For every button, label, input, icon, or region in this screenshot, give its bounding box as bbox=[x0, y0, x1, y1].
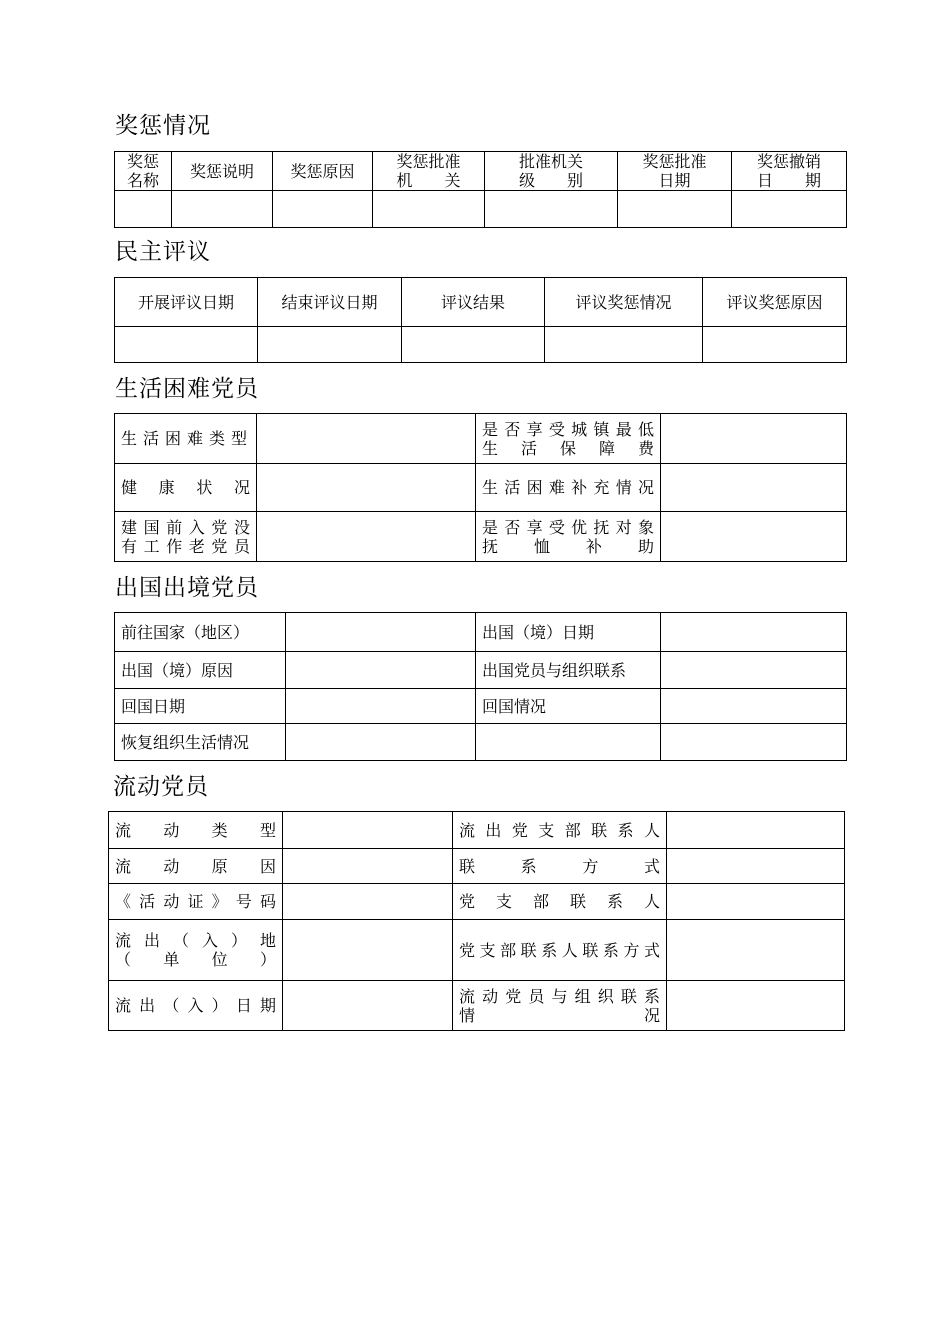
section-title-mobile: 流动党员 bbox=[113, 774, 209, 800]
field-label: 流动原因 bbox=[109, 849, 283, 884]
input-cell[interactable] bbox=[661, 512, 847, 562]
input-cell[interactable] bbox=[732, 191, 847, 228]
input-cell[interactable] bbox=[661, 724, 847, 761]
header-cell: 评议结果 bbox=[402, 278, 545, 327]
table-row bbox=[115, 724, 847, 761]
section-title-hardship: 生活困难党员 bbox=[115, 376, 259, 402]
table-row bbox=[109, 884, 845, 920]
field-label: 恢复组织生活情况 bbox=[115, 724, 286, 761]
input-cell[interactable] bbox=[258, 327, 402, 363]
field-label: 回国情况 bbox=[476, 689, 661, 724]
input-cell[interactable] bbox=[661, 613, 847, 652]
input-cell[interactable] bbox=[286, 724, 476, 761]
input-cell[interactable] bbox=[667, 812, 845, 849]
field-label: 党支部联系人联系方式 bbox=[453, 920, 667, 981]
section-title-rewards: 奖惩情况 bbox=[115, 113, 211, 139]
table-row bbox=[109, 849, 845, 884]
table-row bbox=[115, 191, 847, 228]
table-row bbox=[115, 464, 847, 512]
input-cell[interactable] bbox=[286, 689, 476, 724]
field-label: 建国前入党没 有工作老党员 bbox=[115, 512, 257, 562]
header-cell: 评议奖惩原因 bbox=[703, 278, 847, 327]
input-cell[interactable] bbox=[703, 327, 847, 363]
table-row bbox=[115, 613, 847, 652]
input-cell[interactable] bbox=[172, 191, 273, 228]
abroad-table bbox=[114, 612, 847, 761]
header-cell: 开展评议日期 bbox=[115, 278, 258, 327]
header-cell: 奖惩说明 bbox=[172, 152, 273, 191]
table-header-row bbox=[115, 152, 847, 191]
input-cell[interactable] bbox=[667, 920, 845, 981]
input-cell[interactable] bbox=[257, 414, 476, 464]
field-label: 健康状况 bbox=[115, 464, 257, 512]
table-row bbox=[115, 512, 847, 562]
field-label: 生活困难类型 bbox=[115, 414, 257, 464]
field-label: 出国（境）日期 bbox=[476, 613, 661, 652]
input-cell[interactable] bbox=[667, 981, 845, 1031]
field-label: 出国（境）原因 bbox=[115, 652, 286, 689]
field-label: 流出（入）地 （单位） bbox=[109, 920, 283, 981]
input-cell[interactable] bbox=[661, 652, 847, 689]
field-label: 《活动证》号码 bbox=[109, 884, 283, 920]
rewards-table bbox=[114, 151, 847, 228]
field-label: 党支部联系人 bbox=[453, 884, 667, 920]
field-label: 联系方式 bbox=[453, 849, 667, 884]
input-cell[interactable] bbox=[283, 849, 453, 884]
table-row bbox=[115, 652, 847, 689]
section-title-abroad: 出国出境党员 bbox=[115, 575, 259, 601]
header-cell: 奖惩撤销 日 期 bbox=[732, 152, 847, 191]
field-label: 流出党支部联系人 bbox=[453, 812, 667, 849]
input-cell[interactable] bbox=[283, 812, 453, 849]
field-label: 流动类型 bbox=[109, 812, 283, 849]
input-cell[interactable] bbox=[115, 327, 258, 363]
header-cell: 评议奖惩情况 bbox=[545, 278, 703, 327]
input-cell[interactable] bbox=[485, 191, 618, 228]
table-header-row bbox=[115, 278, 847, 327]
review-table bbox=[114, 277, 847, 363]
input-cell[interactable] bbox=[618, 191, 732, 228]
input-cell[interactable] bbox=[667, 849, 845, 884]
field-label: 生活困难补充情况 bbox=[476, 464, 661, 512]
input-cell[interactable] bbox=[283, 884, 453, 920]
input-cell[interactable] bbox=[402, 327, 545, 363]
header-cell: 批准机关 级 别 bbox=[485, 152, 618, 191]
header-cell: 奖惩 名称 bbox=[115, 152, 172, 191]
input-cell[interactable] bbox=[661, 414, 847, 464]
header-cell: 奖惩原因 bbox=[273, 152, 373, 191]
table-row bbox=[115, 327, 847, 363]
input-cell[interactable] bbox=[283, 920, 453, 981]
input-cell[interactable] bbox=[667, 884, 845, 920]
table-row bbox=[109, 981, 845, 1031]
mobile-table bbox=[108, 811, 845, 1031]
table-row bbox=[115, 414, 847, 464]
field-label: 出国党员与组织联系 bbox=[476, 652, 661, 689]
header-cell: 奖惩批准 机 关 bbox=[373, 152, 485, 191]
input-cell[interactable] bbox=[373, 191, 485, 228]
input-cell[interactable] bbox=[283, 981, 453, 1031]
input-cell[interactable] bbox=[545, 327, 703, 363]
field-label: 是否享受城镇最低 生活保障费 bbox=[476, 414, 661, 464]
header-cell: 奖惩批准 日期 bbox=[618, 152, 732, 191]
input-cell[interactable] bbox=[286, 613, 476, 652]
hardship-table bbox=[114, 413, 847, 562]
table-row bbox=[115, 689, 847, 724]
input-cell[interactable] bbox=[257, 464, 476, 512]
header-cell: 结束评议日期 bbox=[258, 278, 402, 327]
input-cell[interactable] bbox=[661, 689, 847, 724]
field-label: 流动党员与组织联系 情况 bbox=[453, 981, 667, 1031]
input-cell[interactable] bbox=[257, 512, 476, 562]
input-cell[interactable] bbox=[273, 191, 373, 228]
section-title-review: 民主评议 bbox=[115, 239, 211, 265]
field-label: 流出（入）日期 bbox=[109, 981, 283, 1031]
field-label bbox=[476, 724, 661, 761]
field-label: 前往国家（地区） bbox=[115, 613, 286, 652]
input-cell[interactable] bbox=[115, 191, 172, 228]
input-cell[interactable] bbox=[286, 652, 476, 689]
field-label: 是否享受优抚对象 抚恤补助 bbox=[476, 512, 661, 562]
field-label: 回国日期 bbox=[115, 689, 286, 724]
input-cell[interactable] bbox=[661, 464, 847, 512]
table-row bbox=[109, 920, 845, 981]
table-row bbox=[109, 812, 845, 849]
